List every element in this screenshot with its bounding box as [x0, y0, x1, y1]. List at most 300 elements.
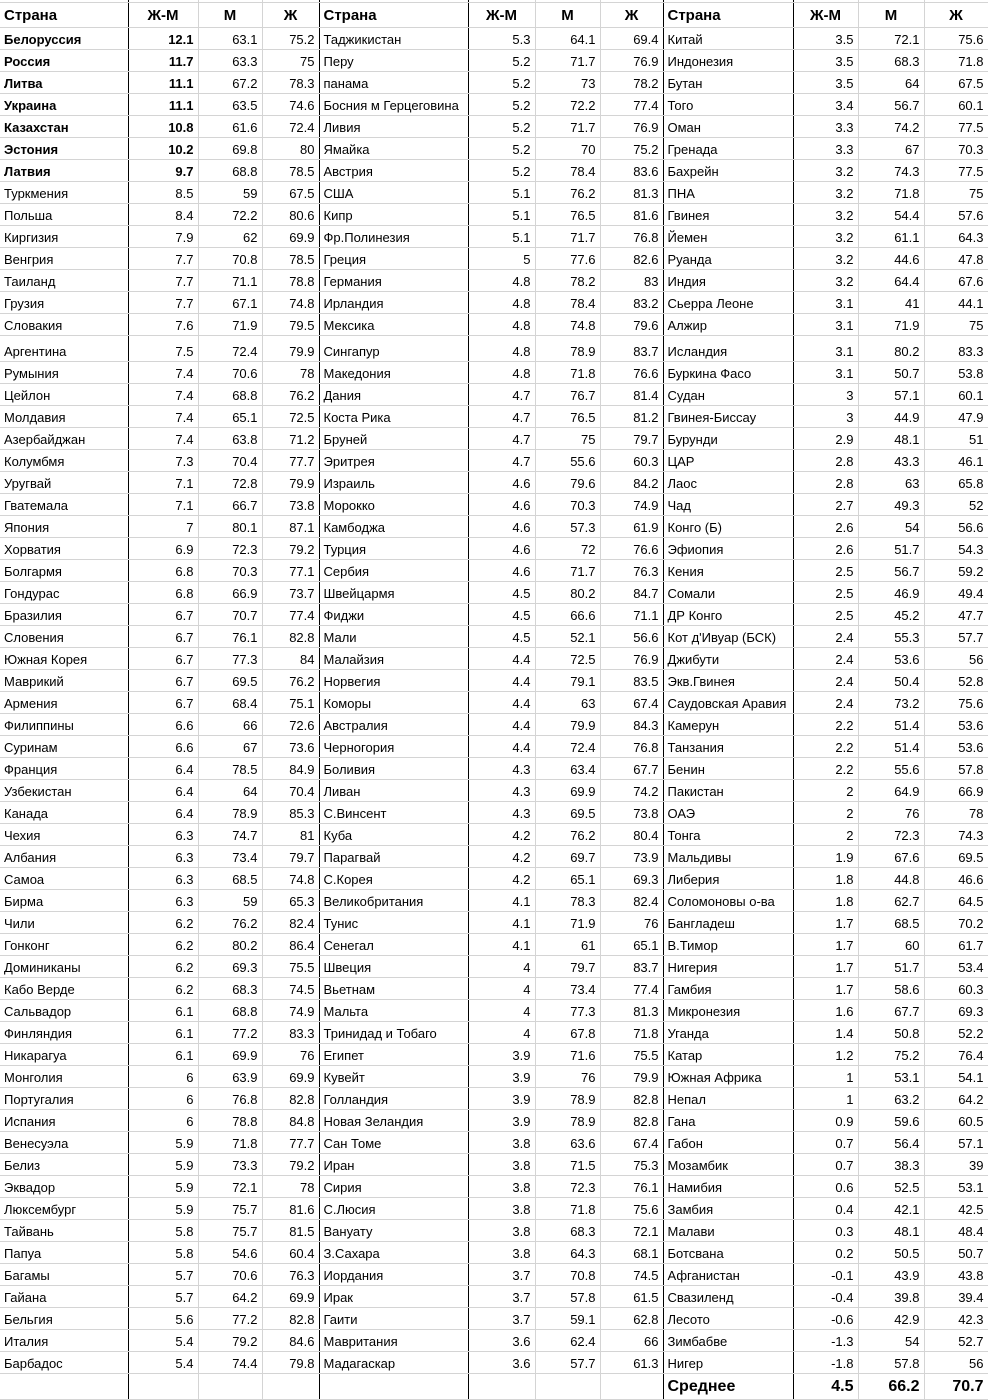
- cell-diff[interactable]: 0.7: [793, 1132, 858, 1154]
- cell-male[interactable]: 79.2: [198, 1330, 262, 1352]
- cell-female[interactable]: 73.8: [262, 494, 319, 516]
- cell-female[interactable]: 84.7: [600, 582, 663, 604]
- cell-female[interactable]: 85.3: [262, 802, 319, 824]
- cell-male[interactable]: 68.8: [198, 1000, 262, 1022]
- cell-female[interactable]: 39.4: [924, 1286, 988, 1308]
- cell-country[interactable]: Киргизия: [0, 226, 128, 248]
- cell-diff[interactable]: 2.4: [793, 626, 858, 648]
- cell-diff[interactable]: 4.6: [468, 538, 535, 560]
- cell-male[interactable]: 74.2: [858, 116, 924, 138]
- cell-diff[interactable]: 6.4: [128, 780, 198, 802]
- cell-country[interactable]: Мозамбик: [663, 1154, 793, 1176]
- cell-male[interactable]: 72.3: [535, 1176, 600, 1198]
- cell-country[interactable]: Саудовская Аравия: [663, 692, 793, 714]
- cell-female[interactable]: 76.3: [600, 560, 663, 582]
- cell-diff[interactable]: 3.7: [468, 1286, 535, 1308]
- cell-diff[interactable]: 3.7: [468, 1264, 535, 1286]
- cell-country[interactable]: Ботсвана: [663, 1242, 793, 1264]
- cell-female[interactable]: 52: [924, 494, 988, 516]
- cell-female[interactable]: 77.5: [924, 116, 988, 138]
- cell-female[interactable]: 75: [262, 50, 319, 72]
- cell-female[interactable]: 56.6: [924, 516, 988, 538]
- cell-female[interactable]: 80.6: [262, 204, 319, 226]
- cell-diff[interactable]: 3: [793, 406, 858, 428]
- cell-diff[interactable]: 7.7: [128, 292, 198, 314]
- cell-diff[interactable]: 2.8: [793, 450, 858, 472]
- cell-diff[interactable]: 7.1: [128, 472, 198, 494]
- cell-diff[interactable]: 5.6: [128, 1308, 198, 1330]
- cell-female[interactable]: 71.8: [924, 50, 988, 72]
- cell-male[interactable]: 61: [535, 934, 600, 956]
- cell-country[interactable]: панама: [319, 72, 468, 94]
- cell-male[interactable]: 59: [198, 890, 262, 912]
- cell-country[interactable]: Доминиканы: [0, 956, 128, 978]
- cell-diff[interactable]: 4.2: [468, 824, 535, 846]
- cell-diff[interactable]: 1.8: [793, 890, 858, 912]
- cell-male[interactable]: 72.1: [198, 1176, 262, 1198]
- cell-female[interactable]: 74.6: [262, 94, 319, 116]
- cell-male[interactable]: 63: [858, 472, 924, 494]
- cell-male[interactable]: 70: [535, 138, 600, 160]
- cell-female[interactable]: 77.4: [600, 978, 663, 1000]
- cell-country[interactable]: Южная Африка: [663, 1066, 793, 1088]
- cell-country[interactable]: Сальвадор: [0, 1000, 128, 1022]
- cell-male[interactable]: 76.8: [198, 1088, 262, 1110]
- cell-diff[interactable]: 2: [793, 802, 858, 824]
- cell-diff[interactable]: 5: [468, 248, 535, 270]
- cell-female[interactable]: 51: [924, 428, 988, 450]
- cell-female[interactable]: 82.6: [600, 248, 663, 270]
- cell-country[interactable]: Македония: [319, 362, 468, 384]
- cell-country[interactable]: Либерия: [663, 868, 793, 890]
- cell-country[interactable]: Багамы: [0, 1264, 128, 1286]
- cell-diff[interactable]: 1: [793, 1088, 858, 1110]
- cell-diff[interactable]: 6.4: [128, 802, 198, 824]
- cell-male[interactable]: 78.5: [198, 758, 262, 780]
- cell-male[interactable]: 71.8: [198, 1132, 262, 1154]
- cell-female[interactable]: 76.9: [600, 116, 663, 138]
- cell-male[interactable]: 50.4: [858, 670, 924, 692]
- cell-male[interactable]: 72.4: [198, 336, 262, 362]
- cell-diff[interactable]: 6: [128, 1066, 198, 1088]
- cell-diff[interactable]: 5.9: [128, 1132, 198, 1154]
- cell-female[interactable]: 80: [262, 138, 319, 160]
- cell-diff[interactable]: 4.6: [468, 494, 535, 516]
- cell-male[interactable]: 63.2: [858, 1088, 924, 1110]
- cell-country[interactable]: С.Люсия: [319, 1198, 468, 1220]
- cell-male[interactable]: 66.9: [198, 582, 262, 604]
- cell-country[interactable]: Мальта: [319, 1000, 468, 1022]
- cell-male[interactable]: 67: [198, 736, 262, 758]
- cell-male[interactable]: 50.8: [858, 1022, 924, 1044]
- cell-country[interactable]: Бруней: [319, 428, 468, 450]
- cell-female[interactable]: 64.3: [924, 226, 988, 248]
- cell-female[interactable]: 83.7: [600, 336, 663, 362]
- cell-female[interactable]: 83.6: [600, 160, 663, 182]
- cell-female[interactable]: 82.8: [600, 1088, 663, 1110]
- cell-male[interactable]: 48.1: [858, 1220, 924, 1242]
- cell-female[interactable]: 67.4: [600, 692, 663, 714]
- cell-diff[interactable]: 2: [793, 824, 858, 846]
- cell-male[interactable]: 64: [858, 72, 924, 94]
- cell-female[interactable]: 75.1: [262, 692, 319, 714]
- cell-diff[interactable]: 6.3: [128, 846, 198, 868]
- cell-country[interactable]: Нигер: [663, 1352, 793, 1374]
- cell-female[interactable]: 56: [924, 1352, 988, 1374]
- cell-diff[interactable]: 4.4: [468, 736, 535, 758]
- cell-male[interactable]: 56.7: [858, 560, 924, 582]
- cell-country[interactable]: Болгармя: [0, 560, 128, 582]
- cell-country[interactable]: Сербия: [319, 560, 468, 582]
- cell-country[interactable]: В.Тимор: [663, 934, 793, 956]
- cell-male[interactable]: 54.4: [858, 204, 924, 226]
- cell-country[interactable]: Намибия: [663, 1176, 793, 1198]
- cell-country[interactable]: Лесото: [663, 1308, 793, 1330]
- cell-male[interactable]: 42.1: [858, 1198, 924, 1220]
- cell-country[interactable]: Гвинея: [663, 204, 793, 226]
- cell-female[interactable]: 79.2: [262, 538, 319, 560]
- cell-diff[interactable]: 6.6: [128, 736, 198, 758]
- cell-country[interactable]: Кувейт: [319, 1066, 468, 1088]
- cell-female[interactable]: 52.2: [924, 1022, 988, 1044]
- cell-male[interactable]: 68.3: [535, 1220, 600, 1242]
- cell-country[interactable]: Боливия: [319, 758, 468, 780]
- cell-country[interactable]: Таиланд: [0, 270, 128, 292]
- cell-female[interactable]: 74.9: [600, 494, 663, 516]
- cell-country[interactable]: Россия: [0, 50, 128, 72]
- cell-country[interactable]: Конго (Б): [663, 516, 793, 538]
- cell-female[interactable]: 74.5: [600, 1264, 663, 1286]
- cell-female[interactable]: 81: [262, 824, 319, 846]
- cell-diff[interactable]: 6.4: [128, 758, 198, 780]
- cell-female[interactable]: 73.7: [262, 582, 319, 604]
- cell-diff[interactable]: -0.4: [793, 1286, 858, 1308]
- cell-female[interactable]: 75.6: [924, 692, 988, 714]
- cell-country[interactable]: ПНА: [663, 182, 793, 204]
- cell-female[interactable]: 54.1: [924, 1066, 988, 1088]
- cell-female[interactable]: 44.1: [924, 292, 988, 314]
- cell-male[interactable]: 71.7: [535, 116, 600, 138]
- cell-country[interactable]: Бирма: [0, 890, 128, 912]
- cell-diff[interactable]: 6: [128, 1110, 198, 1132]
- cell-female[interactable]: 52.7: [924, 1330, 988, 1352]
- cell-diff[interactable]: 5.2: [468, 160, 535, 182]
- cell-diff[interactable]: 5.2: [468, 138, 535, 160]
- cell-country[interactable]: Вануату: [319, 1220, 468, 1242]
- cell-female[interactable]: 65.3: [262, 890, 319, 912]
- cell-male[interactable]: 46.9: [858, 582, 924, 604]
- cell-country[interactable]: Сомали: [663, 582, 793, 604]
- cell-diff[interactable]: 2: [793, 780, 858, 802]
- cell-diff[interactable]: 3.6: [468, 1352, 535, 1374]
- cell-diff[interactable]: 3.2: [793, 182, 858, 204]
- cell-male[interactable]: 74.7: [198, 824, 262, 846]
- cell-country[interactable]: Никарагуа: [0, 1044, 128, 1066]
- cell-male[interactable]: 69.3: [198, 956, 262, 978]
- cell-female[interactable]: 81.4: [600, 384, 663, 406]
- cell-female[interactable]: 60.1: [924, 384, 988, 406]
- cell-female[interactable]: 73.9: [600, 846, 663, 868]
- cell-female[interactable]: 46.1: [924, 450, 988, 472]
- cell-male[interactable]: 71.6: [535, 1044, 600, 1066]
- cell-country[interactable]: Грузия: [0, 292, 128, 314]
- cell-country[interactable]: Гонконг: [0, 934, 128, 956]
- cell-country[interactable]: Албания: [0, 846, 128, 868]
- cell-country[interactable]: Венгрия: [0, 248, 128, 270]
- cell-male[interactable]: 63.4: [535, 758, 600, 780]
- cell-diff[interactable]: 3.8: [468, 1132, 535, 1154]
- cell-female[interactable]: 84: [262, 648, 319, 670]
- cell-male[interactable]: 70.4: [198, 450, 262, 472]
- cell-country[interactable]: Морокко: [319, 494, 468, 516]
- cell-female[interactable]: 78.2: [600, 72, 663, 94]
- cell-male[interactable]: 63.9: [198, 1066, 262, 1088]
- cell-male[interactable]: 73.4: [198, 846, 262, 868]
- cell-male[interactable]: 71.9: [198, 314, 262, 336]
- cell-female[interactable]: 79.7: [600, 428, 663, 450]
- cell-male[interactable]: 50.5: [858, 1242, 924, 1264]
- cell-diff[interactable]: 3.9: [468, 1088, 535, 1110]
- cell-diff[interactable]: 2.2: [793, 736, 858, 758]
- cell-diff[interactable]: 11.1: [128, 72, 198, 94]
- cell-country[interactable]: Гаити: [319, 1308, 468, 1330]
- cell-diff[interactable]: 4.6: [468, 516, 535, 538]
- cell-country[interactable]: Индия: [663, 270, 793, 292]
- cell-female[interactable]: 53.6: [924, 736, 988, 758]
- cell-male[interactable]: 64.2: [198, 1286, 262, 1308]
- cell-country[interactable]: Катар: [663, 1044, 793, 1066]
- cell-diff[interactable]: 7.3: [128, 450, 198, 472]
- cell-country[interactable]: Филиппины: [0, 714, 128, 736]
- cell-diff[interactable]: 6.1: [128, 1044, 198, 1066]
- cell-country[interactable]: Мадагаскар: [319, 1352, 468, 1374]
- cell-country[interactable]: Аргентина: [0, 336, 128, 362]
- cell-diff[interactable]: 5.2: [468, 50, 535, 72]
- cell-diff[interactable]: 3.1: [793, 292, 858, 314]
- cell-diff[interactable]: 3.5: [793, 28, 858, 50]
- header-female[interactable]: Ж: [262, 3, 319, 28]
- cell-male[interactable]: 44.8: [858, 868, 924, 890]
- cell-female[interactable]: 67.7: [600, 758, 663, 780]
- cell-female[interactable]: 75.2: [600, 138, 663, 160]
- cell-country[interactable]: Латвия: [0, 160, 128, 182]
- cell-male[interactable]: 39.8: [858, 1286, 924, 1308]
- cell-male[interactable]: 54: [858, 1330, 924, 1352]
- cell-country[interactable]: Гватемала: [0, 494, 128, 516]
- cell-male[interactable]: 60: [858, 934, 924, 956]
- cell-diff[interactable]: 4.4: [468, 692, 535, 714]
- cell-female[interactable]: 62.8: [600, 1308, 663, 1330]
- cell-male[interactable]: 57.7: [535, 1352, 600, 1374]
- header-diff[interactable]: Ж-М: [128, 3, 198, 28]
- cell-diff[interactable]: 7.4: [128, 406, 198, 428]
- cell-male[interactable]: 76.2: [535, 182, 600, 204]
- cell-female[interactable]: 79.8: [262, 1352, 319, 1374]
- cell-diff[interactable]: 5.2: [468, 72, 535, 94]
- cell-diff[interactable]: 3.4: [793, 94, 858, 116]
- cell-country[interactable]: Индонезия: [663, 50, 793, 72]
- cell-country[interactable]: Свазиленд: [663, 1286, 793, 1308]
- cell-male[interactable]: 69.7: [535, 846, 600, 868]
- cell-female[interactable]: 42.3: [924, 1308, 988, 1330]
- cell-country[interactable]: Бангладеш: [663, 912, 793, 934]
- cell-country[interactable]: Оман: [663, 116, 793, 138]
- cell-diff[interactable]: 2.2: [793, 758, 858, 780]
- cell-female[interactable]: 69.4: [600, 28, 663, 50]
- cell-diff[interactable]: 6.8: [128, 582, 198, 604]
- cell-country[interactable]: Сингапур: [319, 336, 468, 362]
- cell-country[interactable]: Южная Корея: [0, 648, 128, 670]
- cell-female[interactable]: 47.8: [924, 248, 988, 270]
- cell-female[interactable]: 72.5: [262, 406, 319, 428]
- cell-male[interactable]: 76.5: [535, 406, 600, 428]
- cell-country[interactable]: Вьетнам: [319, 978, 468, 1000]
- cell-male[interactable]: 67.8: [535, 1022, 600, 1044]
- cell-diff[interactable]: 6.9: [128, 538, 198, 560]
- cell-country[interactable]: Узбекистан: [0, 780, 128, 802]
- cell-female[interactable]: 83.2: [600, 292, 663, 314]
- cell-male[interactable]: 71.8: [858, 182, 924, 204]
- cell-diff[interactable]: 4: [468, 956, 535, 978]
- cell-female[interactable]: 82.8: [262, 1088, 319, 1110]
- cell-male[interactable]: 72.2: [198, 204, 262, 226]
- cell-female[interactable]: 75.6: [924, 28, 988, 50]
- cell-diff[interactable]: 5.8: [128, 1220, 198, 1242]
- cell-diff[interactable]: 4.1: [468, 890, 535, 912]
- cell-country[interactable]: Папуа: [0, 1242, 128, 1264]
- cell-diff[interactable]: 0.9: [793, 1110, 858, 1132]
- cell-female[interactable]: 84.8: [262, 1110, 319, 1132]
- cell-country[interactable]: Бельгия: [0, 1308, 128, 1330]
- cell-male[interactable]: 76: [535, 1066, 600, 1088]
- cell-diff[interactable]: 1.7: [793, 956, 858, 978]
- cell-female[interactable]: 47.7: [924, 604, 988, 626]
- cell-diff[interactable]: 4.7: [468, 450, 535, 472]
- cell-country[interactable]: Фиджи: [319, 604, 468, 626]
- cell-female[interactable]: 67.5: [262, 182, 319, 204]
- cell-male[interactable]: 44.6: [858, 248, 924, 270]
- cell-female[interactable]: 68.1: [600, 1242, 663, 1264]
- cell-country[interactable]: Бурунди: [663, 428, 793, 450]
- cell-female[interactable]: 57.6: [924, 204, 988, 226]
- cell-male[interactable]: 71.7: [535, 560, 600, 582]
- cell-diff[interactable]: 7.1: [128, 494, 198, 516]
- cell-female[interactable]: 53.6: [924, 714, 988, 736]
- cell-diff[interactable]: 1.4: [793, 1022, 858, 1044]
- cell-male[interactable]: 73.3: [198, 1154, 262, 1176]
- cell-country[interactable]: Иран: [319, 1154, 468, 1176]
- cell-female[interactable]: 71.8: [600, 1022, 663, 1044]
- cell-female[interactable]: 75.5: [600, 1044, 663, 1066]
- cell-country[interactable]: Самоа: [0, 868, 128, 890]
- cell-country[interactable]: Малайзия: [319, 648, 468, 670]
- cell-female[interactable]: 82.8: [600, 1110, 663, 1132]
- cell-country[interactable]: Суринам: [0, 736, 128, 758]
- cell-male[interactable]: 57.3: [535, 516, 600, 538]
- cell-male[interactable]: 74.3: [858, 160, 924, 182]
- cell-female[interactable]: 57.8: [924, 758, 988, 780]
- cell-female[interactable]: 65.8: [924, 472, 988, 494]
- cell-diff[interactable]: 1: [793, 1066, 858, 1088]
- cell-country[interactable]: Словения: [0, 626, 128, 648]
- cell-male[interactable]: 70.3: [198, 560, 262, 582]
- cell-diff[interactable]: 3.2: [793, 270, 858, 292]
- cell-male[interactable]: 72.4: [535, 736, 600, 758]
- cell-female[interactable]: 76.6: [600, 538, 663, 560]
- cell-diff[interactable]: 2.8: [793, 472, 858, 494]
- cell-male[interactable]: 55.6: [858, 758, 924, 780]
- cell-female[interactable]: 76.9: [600, 648, 663, 670]
- cell-country[interactable]: Великобритания: [319, 890, 468, 912]
- cell-diff[interactable]: 4.2: [468, 846, 535, 868]
- cell-diff[interactable]: 4.6: [468, 472, 535, 494]
- cell-country[interactable]: Иордания: [319, 1264, 468, 1286]
- cell-female[interactable]: 78.3: [262, 72, 319, 94]
- cell-country[interactable]: Чили: [0, 912, 128, 934]
- cell-diff[interactable]: 3.6: [468, 1330, 535, 1352]
- cell-female[interactable]: 78.8: [262, 270, 319, 292]
- cell-country[interactable]: Тринидад и Тобаго: [319, 1022, 468, 1044]
- cell-female[interactable]: 73.6: [262, 736, 319, 758]
- cell-diff[interactable]: 6.2: [128, 934, 198, 956]
- cell-country[interactable]: Кипр: [319, 204, 468, 226]
- cell-male[interactable]: 69.9: [198, 1044, 262, 1066]
- cell-diff[interactable]: 1.2: [793, 1044, 858, 1066]
- cell-diff[interactable]: 5.1: [468, 226, 535, 248]
- cell-country[interactable]: Гамбия: [663, 978, 793, 1000]
- cell-diff[interactable]: -0.6: [793, 1308, 858, 1330]
- cell-diff[interactable]: 4.8: [468, 362, 535, 384]
- cell-diff[interactable]: 10.2: [128, 138, 198, 160]
- cell-male[interactable]: 71.9: [858, 314, 924, 336]
- cell-diff[interactable]: 3.8: [468, 1242, 535, 1264]
- cell-male[interactable]: 70.8: [198, 248, 262, 270]
- cell-male[interactable]: 43.9: [858, 1264, 924, 1286]
- cell-male[interactable]: 51.4: [858, 714, 924, 736]
- cell-diff[interactable]: 2.5: [793, 560, 858, 582]
- cell-diff[interactable]: 4.8: [468, 314, 535, 336]
- cell-country[interactable]: Черногория: [319, 736, 468, 758]
- cell-female[interactable]: 77.7: [262, 450, 319, 472]
- cell-diff[interactable]: 5.9: [128, 1154, 198, 1176]
- cell-male[interactable]: 76.2: [198, 912, 262, 934]
- cell-male[interactable]: 59.6: [858, 1110, 924, 1132]
- cell-diff[interactable]: 5.3: [468, 28, 535, 50]
- header-diff[interactable]: Ж-М: [468, 3, 535, 28]
- cell-male[interactable]: 72: [535, 538, 600, 560]
- cell-female[interactable]: 83: [600, 270, 663, 292]
- cell-female[interactable]: 59.2: [924, 560, 988, 582]
- cell-diff[interactable]: 5.1: [468, 204, 535, 226]
- cell-female[interactable]: 81.5: [262, 1220, 319, 1242]
- cell-male[interactable]: 61.1: [858, 226, 924, 248]
- cell-diff[interactable]: 4.8: [468, 336, 535, 362]
- cell-male[interactable]: 73.4: [535, 978, 600, 1000]
- cell-male[interactable]: 67.7: [858, 1000, 924, 1022]
- cell-male[interactable]: 67: [858, 138, 924, 160]
- cell-female[interactable]: 84.2: [600, 472, 663, 494]
- cell-male[interactable]: 59: [198, 182, 262, 204]
- cell-female[interactable]: 86.4: [262, 934, 319, 956]
- cell-female[interactable]: 61.5: [600, 1286, 663, 1308]
- cell-diff[interactable]: 7: [128, 516, 198, 538]
- cell-diff[interactable]: 6.7: [128, 670, 198, 692]
- cell-country[interactable]: Китай: [663, 28, 793, 50]
- cell-female[interactable]: 56: [924, 648, 988, 670]
- cell-female[interactable]: 84.6: [262, 1330, 319, 1352]
- cell-female[interactable]: 65.1: [600, 934, 663, 956]
- cell-country[interactable]: Колумбмя: [0, 450, 128, 472]
